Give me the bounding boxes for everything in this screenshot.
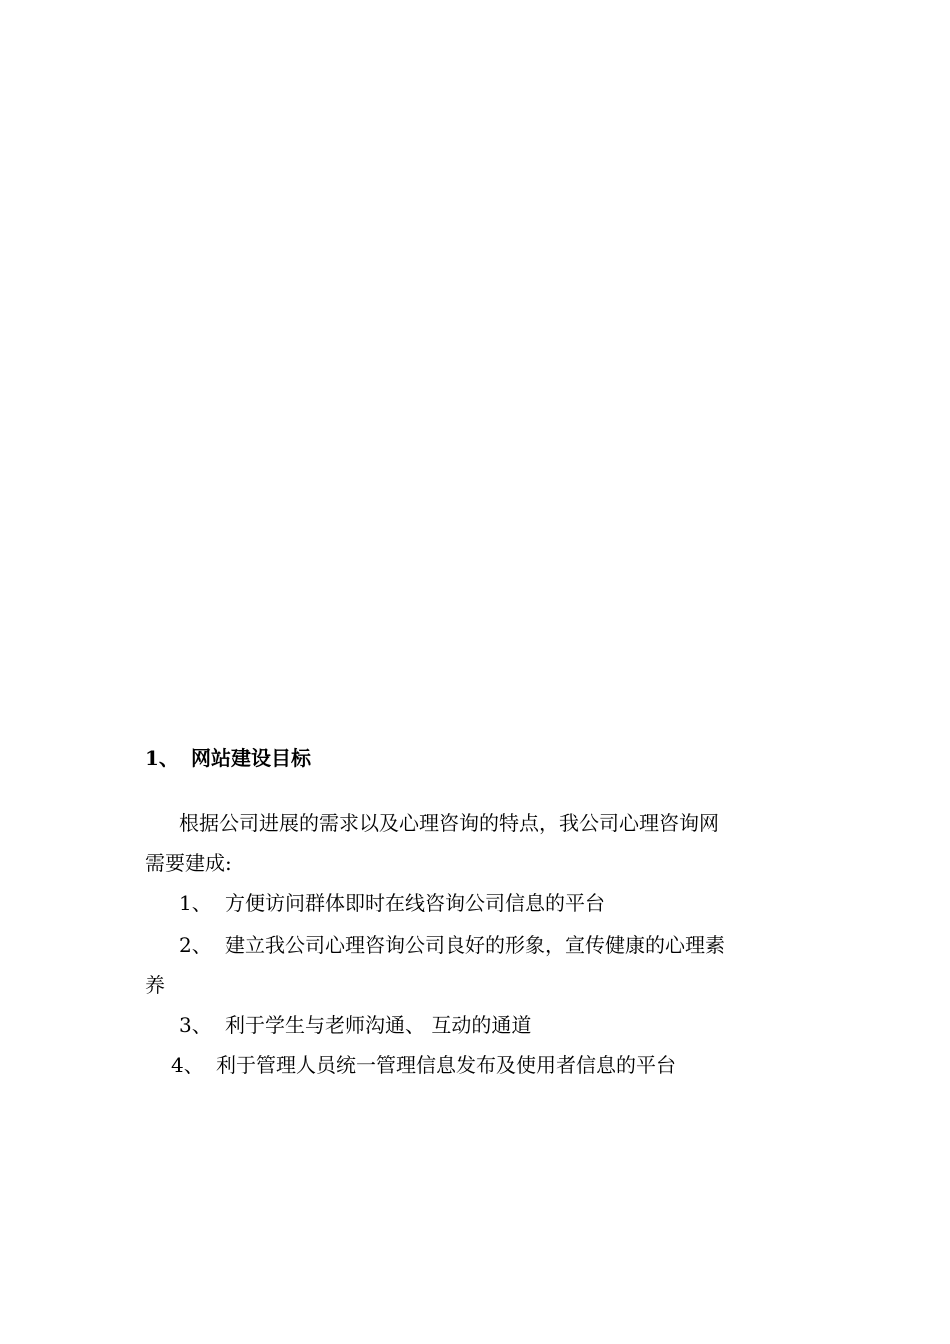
goal-item-4 xyxy=(171,1050,676,1080)
goal-number: 4、 xyxy=(171,1053,204,1077)
goal-item-2-continuation: 养 xyxy=(145,973,165,997)
intro-paragraph-line-1: 根据公司进展的需求以及心理咨询的特点，我公司心理咨询网 xyxy=(179,811,719,835)
goal-text: 利于管理人员统一管理信息发布及使用者信息的平台 xyxy=(216,1053,676,1077)
goal-item-3 xyxy=(179,1010,531,1040)
goal-item-2 xyxy=(179,930,725,960)
goal-number: 3、 xyxy=(179,1013,212,1037)
section-heading xyxy=(145,741,311,771)
goal-text: 方便访问群体即时在线咨询公司信息的平台 xyxy=(225,891,605,915)
goal-number: 1、 xyxy=(179,891,212,915)
goal-number: 2、 xyxy=(179,933,212,957)
intro-paragraph-line-2: 需要建成: xyxy=(145,851,232,875)
goal-text: 利于学生与老师沟通、 互动的通道 xyxy=(225,1013,532,1037)
goal-text: 建立我公司心理咨询公司良好的形象，宣传健康的心理素 xyxy=(225,933,725,957)
section-title: 网站建设目标 xyxy=(191,745,311,770)
section-number: 1、 xyxy=(145,745,179,770)
goal-item-1 xyxy=(179,888,605,918)
